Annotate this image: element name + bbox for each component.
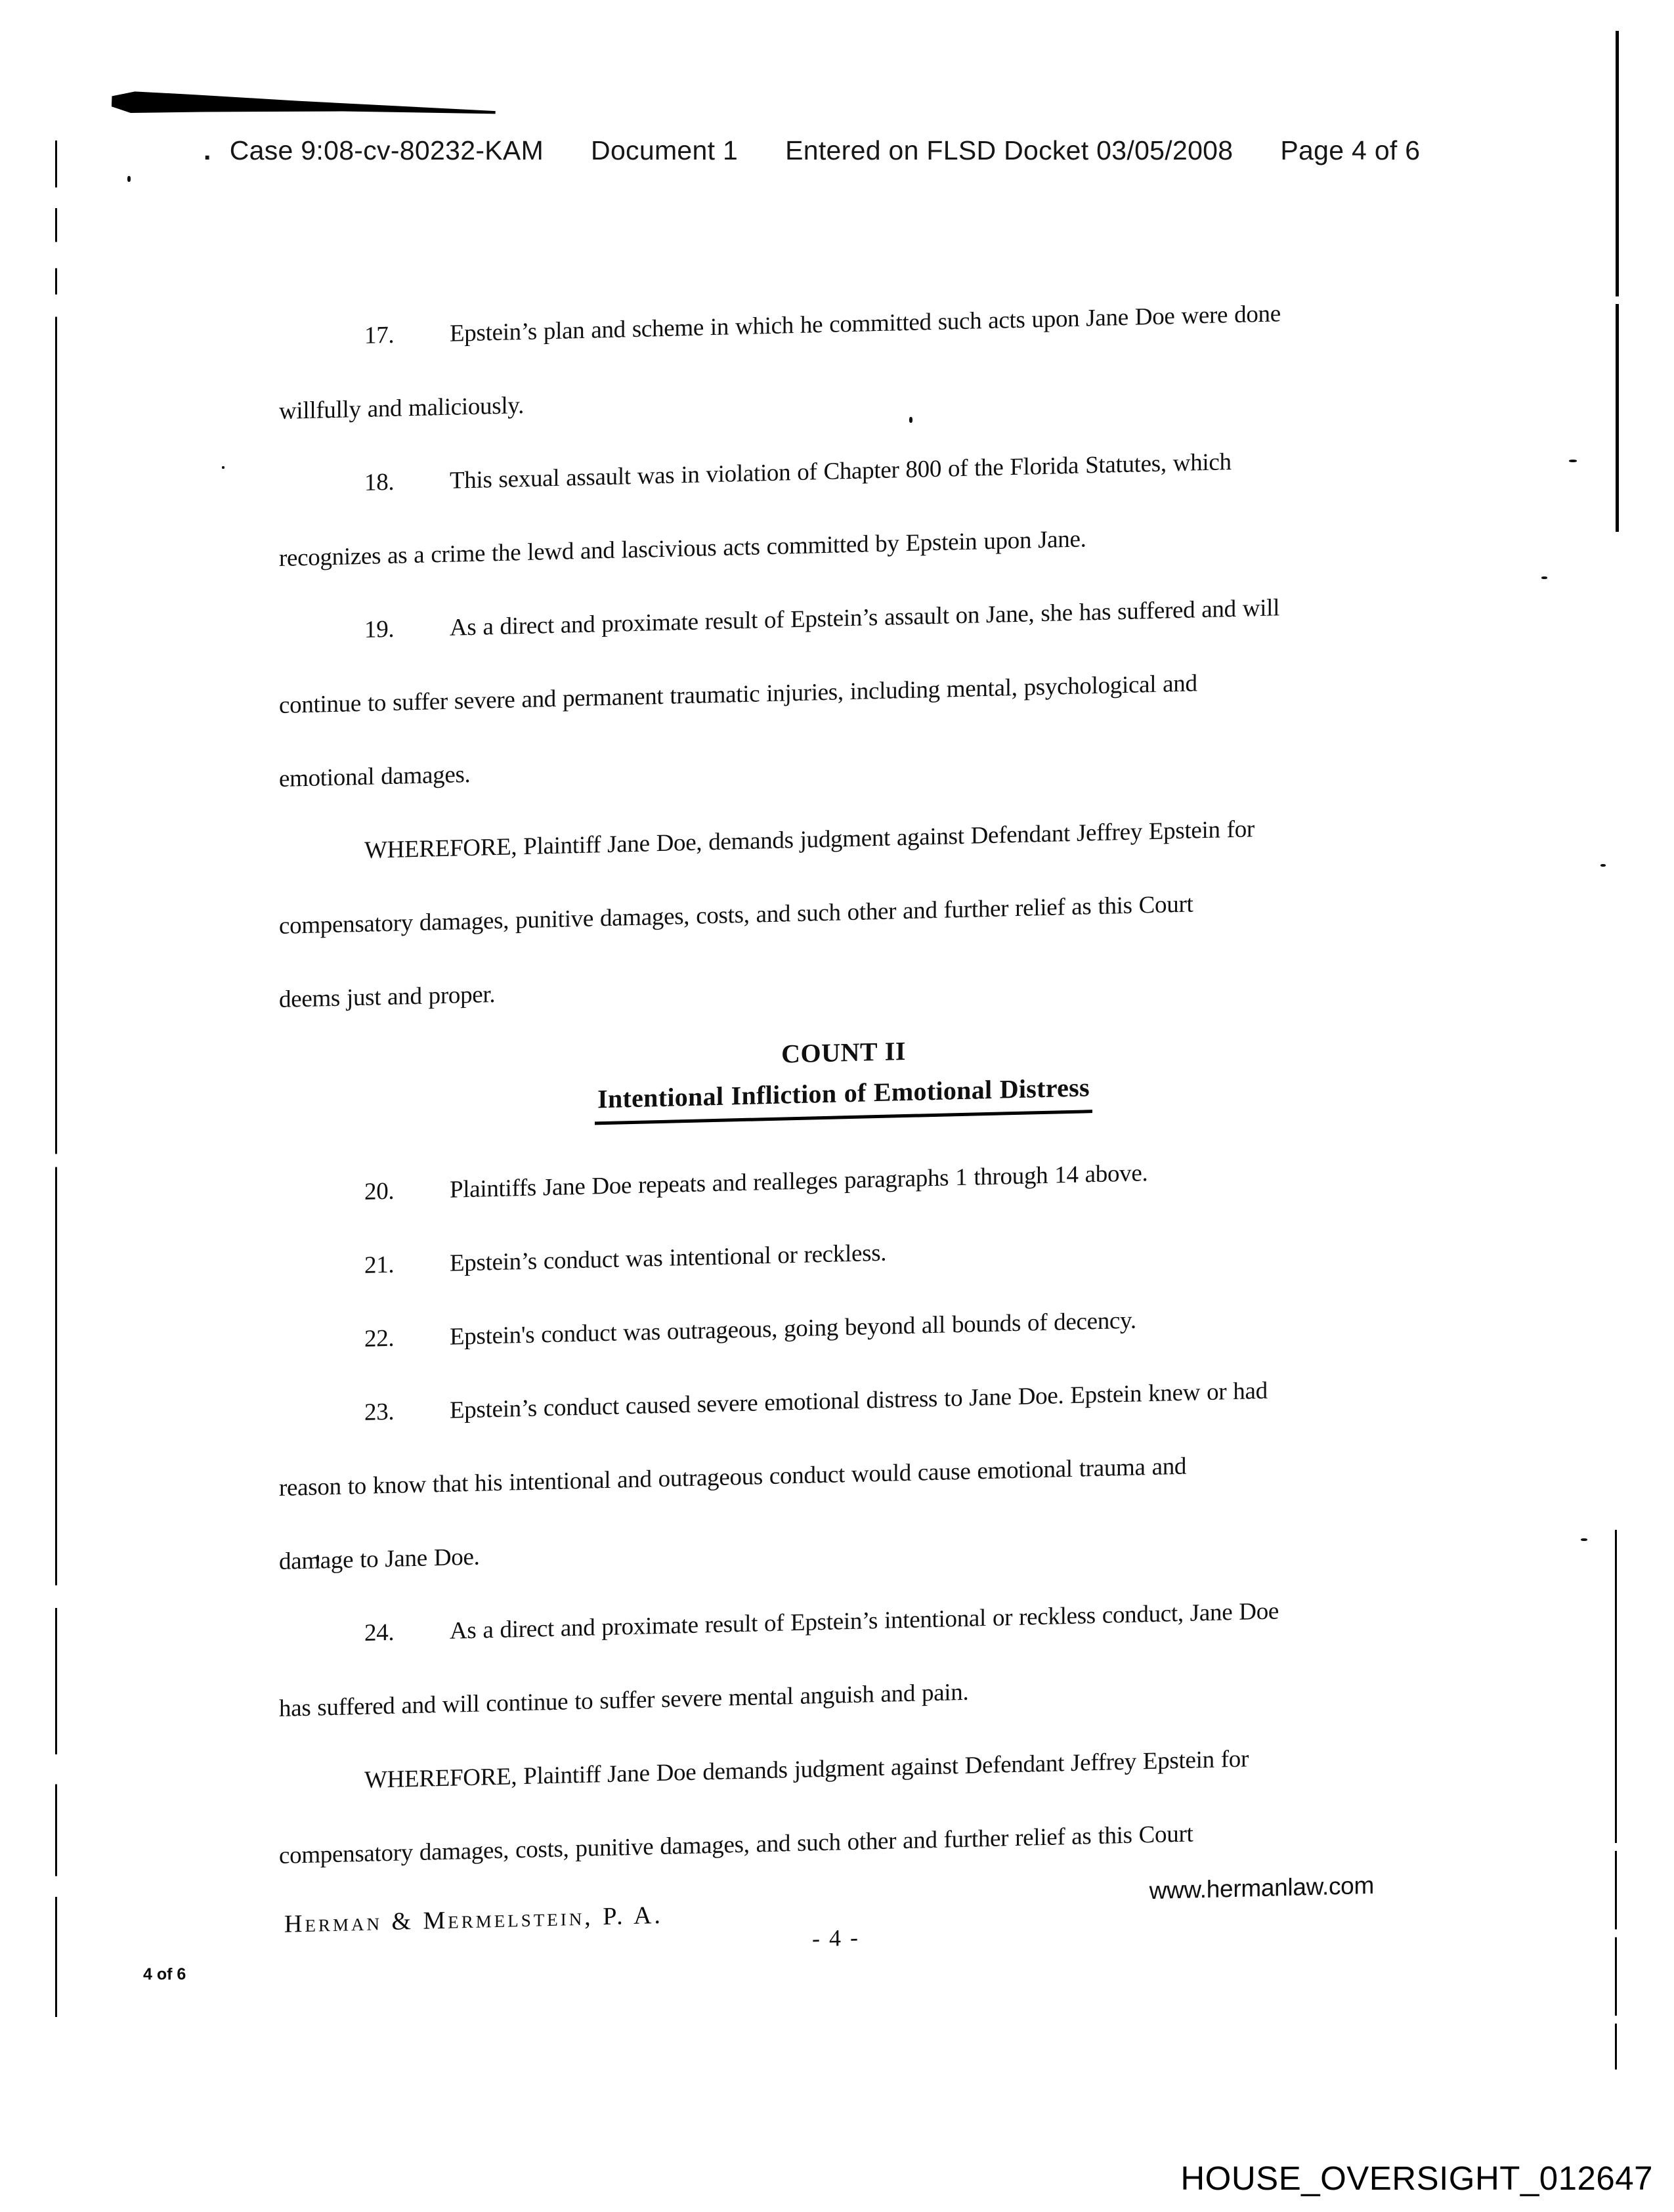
paragraph-number: 22.	[364, 1324, 395, 1353]
header-docket-entry: Entered on FLSD Docket 03/05/2008	[785, 135, 1234, 165]
text-line: recognizes as a crime the lewd and lascivious acts committed by Epstein upon Jane.	[279, 525, 1086, 572]
bates-stamp: HOUSE_OVERSIGHT_012647	[1180, 2159, 1653, 2197]
header-case-number: Case 9:08-cv-80232-KAM	[229, 135, 544, 165]
paragraph-text: As a direct and proximate result of Epstein’s intentional or reckless conduct, Jane Doe	[450, 1597, 1279, 1645]
docket-header	[204, 135, 1420, 166]
paragraph-text: Epstein's conduct was outrageous, going beyond all bounds of decency.	[450, 1307, 1136, 1351]
paragraph-text: As a direct and proximate result of Epstein’s assault on Jane, she has suffered and will	[450, 594, 1280, 641]
count-2-title: COUNT II	[781, 1035, 906, 1069]
header-stray-mark: .	[204, 135, 211, 165]
wherefore-clause-count1	[279, 789, 1408, 1037]
paragraph-19	[279, 569, 1408, 816]
wherefore-clause-count2	[279, 1719, 1408, 1893]
paragraph-number: 19.	[364, 615, 395, 643]
text-line: continue to suffer severe and permanent traumatic injuries, including mental, psychological and	[279, 670, 1197, 719]
header-page-indicator: Page 4 of 6	[1280, 135, 1421, 165]
header-document-number: Document 1	[591, 135, 739, 165]
right-scan-line-bottom	[1615, 1530, 1617, 2070]
paragraph-text: Epstein’s plan and scheme in which he committed such acts upon Jane Doe were done	[450, 300, 1281, 347]
paragraph-number: 18.	[364, 468, 395, 496]
sheet-counter: 4 of 6	[143, 1965, 186, 1984]
paragraph-number: 23.	[364, 1398, 395, 1426]
text-line: has suffered and will continue to suffer severe mental anguish and pain.	[279, 1678, 969, 1722]
law-firm-website: www.hermanlaw.com	[1149, 1871, 1374, 1905]
document-body	[279, 274, 1408, 1985]
ink-smudge	[112, 89, 496, 121]
paragraph-number: 21.	[364, 1251, 395, 1279]
paragraph-text: Plaintiffs Jane Doe repeats and realleges paragraphs 1 through 14 above.	[450, 1160, 1148, 1204]
text-line: compensatory damages, punitive damages, costs, and such other and further relief as this Court	[279, 890, 1193, 940]
count-2-subtitle: Intentional Infliction of Emotional Distress	[595, 1067, 1092, 1125]
page-number: - 4 -	[812, 1924, 859, 1952]
text-line: WHEREFORE, Plaintiff Jane Doe, demands judgment against Defendant Jeffrey Epstein for	[364, 815, 1255, 864]
paragraph-number: 20.	[364, 1177, 395, 1205]
right-scan-line-top	[1616, 31, 1619, 532]
page-footer	[279, 1873, 1408, 1985]
paragraph-text: Epstein’s conduct caused severe emotional distress to Jane Doe. Epstein knew or had	[450, 1377, 1268, 1424]
paragraph-text: Epstein’s conduct was intentional or reckless.	[450, 1239, 887, 1277]
paragraph-number: 24.	[364, 1618, 395, 1647]
paragraph-18	[279, 422, 1408, 596]
text-line: emotional damages.	[279, 760, 471, 792]
paragraph-23	[279, 1351, 1408, 1599]
paragraph-text: This sexual assault was in violation of Chapter 800 of the Florida Statutes, which	[450, 448, 1232, 494]
paragraph-17	[279, 274, 1408, 448]
text-line: WHEREFORE, Plaintiff Jane Doe demands judgment against Defendant Jeffrey Epstein for	[364, 1745, 1249, 1794]
text-line: damage to Jane Doe.	[279, 1543, 480, 1575]
paragraph-24	[279, 1572, 1408, 1746]
text-line: reason to know that his intentional and outrageous conduct would cause emotional trauma and	[279, 1452, 1187, 1502]
text-line: willfully and maliciously.	[279, 392, 525, 425]
law-firm-name: Herman & Mermelstein, P. A.	[284, 1901, 664, 1938]
left-scan-line	[55, 141, 57, 2017]
paragraph-number: 17.	[364, 321, 395, 349]
count-2-heading	[279, 1019, 1408, 1133]
text-line: compensatory damages, costs, punitive damages, and such other and further relief as this Court	[279, 1820, 1193, 1869]
text-line: deems just and proper.	[279, 981, 496, 1013]
